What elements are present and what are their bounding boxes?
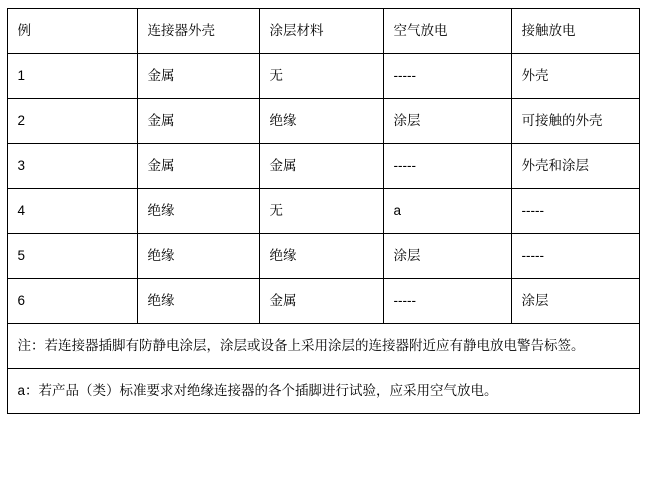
table-row: [7, 54, 639, 99]
table-note-general: [7, 324, 639, 369]
table-cell: a: [383, 189, 511, 234]
table-cell: -----: [511, 234, 639, 279]
table-cell: -----: [383, 144, 511, 189]
table-cell: 无: [259, 189, 383, 234]
table-row: [7, 144, 639, 189]
table-cell: 绝缘: [259, 234, 383, 279]
table-cell: 绝缘: [137, 279, 259, 324]
table-cell: 1: [7, 54, 137, 99]
esd-discharge-table: [7, 8, 640, 414]
table-cell: 2: [7, 99, 137, 144]
table-cell: 3: [7, 144, 137, 189]
table-note-row: [7, 369, 639, 414]
table-cell: 涂层: [511, 279, 639, 324]
table-row: [7, 99, 639, 144]
table-cell: -----: [383, 54, 511, 99]
table-cell: 绝缘: [259, 99, 383, 144]
table-cell: 金属: [137, 144, 259, 189]
table-row: [7, 279, 639, 324]
table-cell: -----: [511, 189, 639, 234]
table-row: [7, 189, 639, 234]
table-cell: 金属: [259, 279, 383, 324]
table-cell: 涂层: [383, 234, 511, 279]
table-cell: 无: [259, 54, 383, 99]
table-cell: 金属: [137, 99, 259, 144]
table-cell: 外壳和涂层: [511, 144, 639, 189]
table-cell: 可接触的外壳: [511, 99, 639, 144]
table-header-cell: 空气放电: [383, 9, 511, 54]
table-row: [7, 234, 639, 279]
table-cell: 绝缘: [137, 189, 259, 234]
table-cell: 4: [7, 189, 137, 234]
table-cell: 金属: [137, 54, 259, 99]
table-cell: 绝缘: [137, 234, 259, 279]
table-note-footnote-a: [7, 369, 639, 414]
table-cell: -----: [383, 279, 511, 324]
table-header-row: [7, 9, 639, 54]
table-note-row: [7, 324, 639, 369]
table-header-cell: 连接器外壳: [137, 9, 259, 54]
table-cell: 6: [7, 279, 137, 324]
table-cell: 涂层: [383, 99, 511, 144]
table-header-cell: 接触放电: [511, 9, 639, 54]
table-cell: 5: [7, 234, 137, 279]
table-header-cell: 涂层材料: [259, 9, 383, 54]
note-text: a：若产品（类）标准要求对绝缘连接器的各个插脚进行试验，应采用空气放电。: [17, 382, 498, 398]
table-cell: 外壳: [511, 54, 639, 99]
note-text: 注：若连接器插脚有防静电涂层，涂层或设备上采用涂层的连接器附近应有静电放电警告标签。: [17, 337, 585, 353]
table-header-cell: 例: [7, 9, 137, 54]
table-cell: 金属: [259, 144, 383, 189]
